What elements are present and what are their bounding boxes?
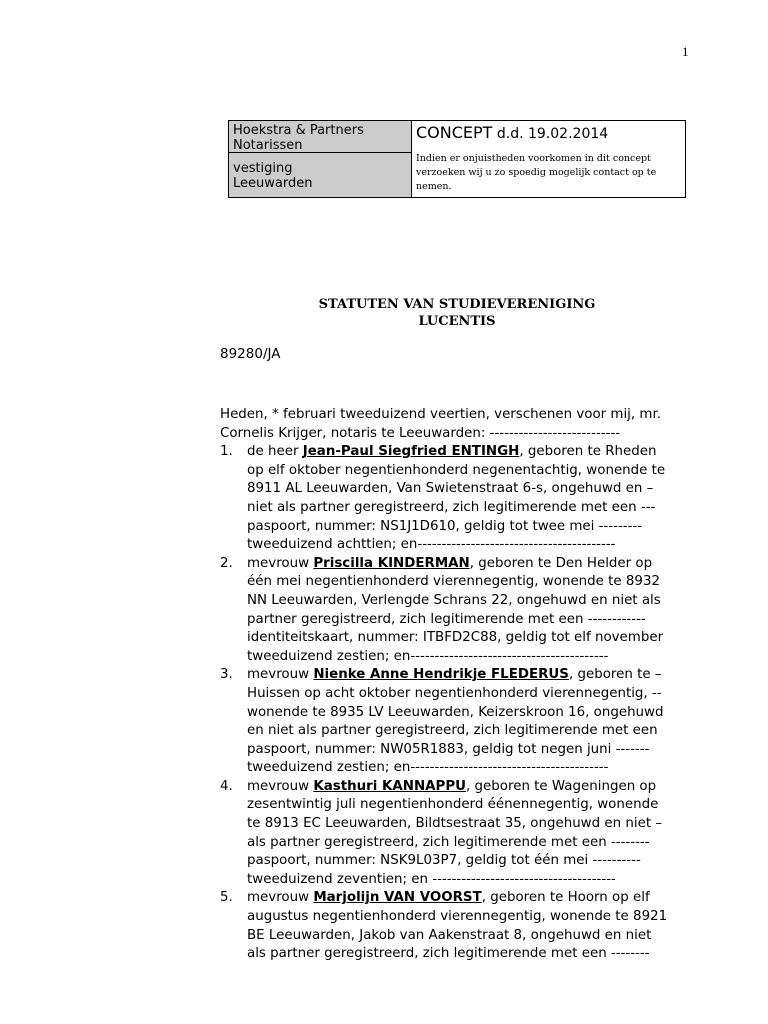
person-line: paspoort, nummer: NSK9L03P7, geldig tot één mei ---------- xyxy=(247,853,641,869)
person-suffix: , geboren te Den Helder op xyxy=(469,555,653,571)
reference-number: 89280/JA xyxy=(220,346,281,362)
concept-date: d.d. 19.02.2014 xyxy=(492,126,609,142)
person-line: één mei negentienhonderd vierennegentig, wonende te 8932 xyxy=(247,574,660,590)
person-first-line xyxy=(247,666,696,685)
firm-name-cell xyxy=(229,121,411,153)
person-number: 4. xyxy=(220,778,233,794)
page-number: 1 xyxy=(682,44,689,59)
person-first-line xyxy=(247,555,696,574)
document-title-line2: LUCENTIS xyxy=(418,314,496,329)
person-first-line xyxy=(247,443,696,462)
person-suffix: , geboren te – xyxy=(568,667,662,683)
concept-note-line: verzoeken wij u zo spoedig mogelijk contact op te xyxy=(416,167,657,178)
document-title-line1: STATUTEN VAN STUDIEVERENIGING xyxy=(318,297,596,312)
firm-name-line2: Notarissen xyxy=(233,138,303,153)
person-prefix: mevrouw xyxy=(247,667,314,683)
person-line: augustus negentienhonderd vierennegentig, wonende te 8921 xyxy=(247,909,668,925)
person-line: Huissen op acht oktober negentienhonderd vierennegentig, -- xyxy=(247,685,662,701)
person-line: te 8913 EC Leeuwarden, Bildtsestraat 35, ongehuwd en niet – xyxy=(247,816,663,832)
firm-name-line1: Hoekstra & Partners xyxy=(233,123,364,138)
branch-line1: vestiging xyxy=(233,161,293,176)
person-line: identiteitskaart, nummer: ITBFD2C88, geldig tot elf november xyxy=(247,630,664,646)
person-line: tweeduizend achttien; en----------------------------------------- xyxy=(247,537,616,553)
person-name: Marjolijn VAN VOORST xyxy=(313,890,482,906)
person-line: tweeduizend zestien; en----------------------------------------- xyxy=(247,760,609,776)
person-line: tweeduizend zestien; en----------------------------------------- xyxy=(247,648,609,664)
person-prefix: mevrouw xyxy=(247,890,314,906)
person-line: paspoort, nummer: NW05R1883, geldig tot negen juni ------- xyxy=(247,741,650,757)
intro-line: Heden, * februari tweeduizend veertien, verschenen voor mij, mr. xyxy=(220,407,661,422)
person-number: 5. xyxy=(220,890,233,906)
person-first-line xyxy=(247,778,696,797)
header-firm-column xyxy=(229,121,412,197)
person-prefix: mevrouw xyxy=(247,555,314,571)
concept-word: CONCEPT xyxy=(416,123,493,142)
document-title xyxy=(228,296,686,330)
person-line: en niet als partner geregistreerd, zich legitimerende met een xyxy=(247,723,658,739)
person-line: als partner geregistreerd, zich legitimerende met een -------- xyxy=(247,946,650,962)
branch-line2: Leeuwarden xyxy=(233,176,313,191)
person-line: wonende te 8935 LV Leeuwarden, Keizerskroon 16, ongehuwd xyxy=(247,704,664,720)
concept-heading xyxy=(416,123,681,144)
person-line: partner geregistreerd, zich legitimerende met een ------------ xyxy=(247,611,646,627)
branch-cell xyxy=(229,153,411,197)
concept-note-line: nemen. xyxy=(416,181,452,192)
person-name: Nienke Anne Hendrikje FLEDERUS xyxy=(313,667,569,683)
person-name: Priscilla KINDERMAN xyxy=(313,555,470,571)
person-line: tweeduizend zeventien; en -------------------------------------- xyxy=(247,871,616,887)
person-line: NN Leeuwarden, Verlengde Schrans 22, ongehuwd en niet als xyxy=(247,592,661,608)
person-suffix: , geboren te Rheden xyxy=(519,444,657,460)
person-line: op elf oktober negentienhonderd negenentachtig, wonende te xyxy=(247,462,666,478)
person-line: paspoort, nummer: NS1J1D610, geldig tot twee mei --------- xyxy=(247,518,643,534)
person-suffix: , geboren te Wageningen op xyxy=(466,778,657,794)
person-line: BE Leeuwarden, Jakob van Aakenstraat 8, ongehuwd en niet xyxy=(247,927,652,943)
person-suffix: , geboren te Hoorn op elf xyxy=(481,890,650,906)
person-prefix: de heer xyxy=(247,444,303,460)
person-name: Jean-Paul Siegfried ENTINGH xyxy=(302,444,520,460)
person-item xyxy=(220,555,696,667)
concept-cell xyxy=(412,121,685,197)
person-item xyxy=(220,666,696,778)
person-number: 1. xyxy=(220,444,233,460)
person-item xyxy=(220,889,696,963)
person-line: als partner geregistreerd, zich legitimerende met een -------- xyxy=(247,834,650,850)
person-line: zesentwintig juli negentienhonderd éénennegentig, wonende xyxy=(247,797,659,813)
person-number: 3. xyxy=(220,667,233,683)
header-table xyxy=(228,120,686,198)
person-name: Kasthuri KANNAPPU xyxy=(313,778,467,794)
intro-line: Cornelis Krijger, notaris te Leeuwarden: --------------------------- xyxy=(220,425,621,441)
person-item xyxy=(220,443,696,555)
person-line: 8911 AL Leeuwarden, Van Swietenstraat 6-s, ongehuwd en – xyxy=(247,481,654,497)
person-line: niet als partner geregistreerd, zich legitimerende met een --- xyxy=(247,499,656,515)
person-prefix: mevrouw xyxy=(247,778,314,794)
person-item xyxy=(220,778,696,890)
document-body xyxy=(220,406,696,964)
concept-note-line: Indien er onjuistheden voorkomen in dit concept xyxy=(416,153,651,164)
person-first-line xyxy=(247,889,696,908)
person-number: 2. xyxy=(220,555,233,571)
concept-note xyxy=(416,152,681,194)
